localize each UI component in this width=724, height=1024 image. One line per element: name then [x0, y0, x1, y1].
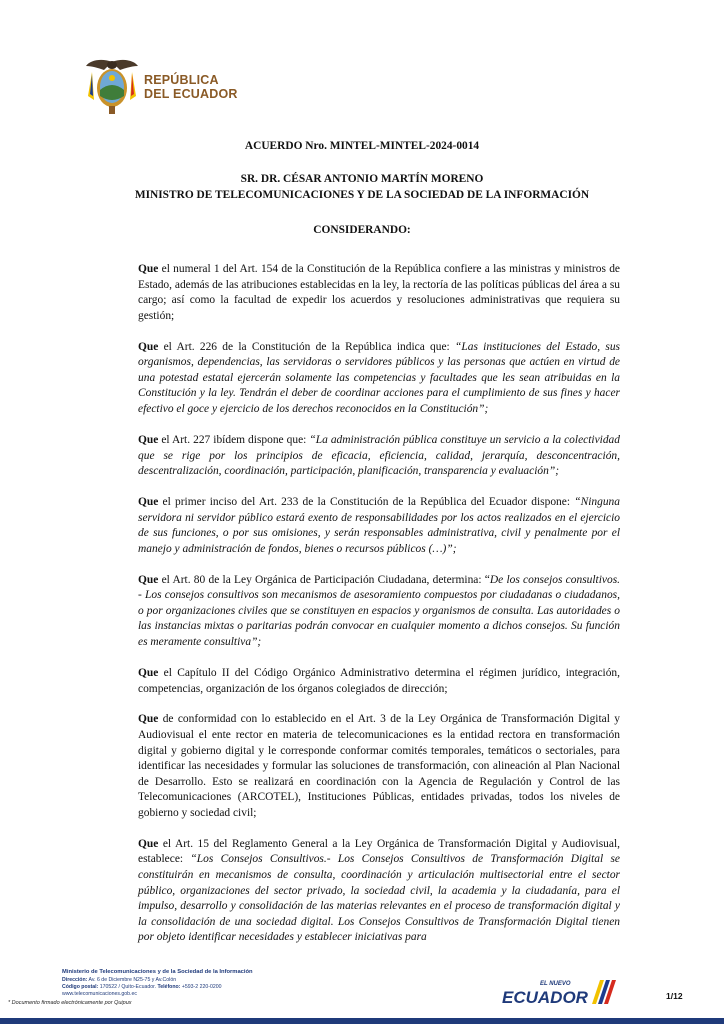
paragraph-lead: Que	[138, 837, 159, 850]
minister-block	[0, 171, 724, 203]
paragraph-lead: Que	[138, 340, 159, 353]
country-title-line1: REPÚBLICA	[144, 73, 219, 87]
country-title	[144, 73, 238, 101]
paragraph	[138, 712, 620, 821]
signature-footnote: * Documento firmado electrónicamente por Quipux	[8, 1000, 132, 1006]
footer-address-label: Dirección:	[62, 977, 88, 983]
footer-postal-label: Código postal:	[62, 984, 99, 990]
paragraph	[138, 573, 620, 651]
footer-contact	[62, 969, 253, 998]
paragraph-quote: De los consejos consultivos. - Los consejos consultivos son mecanismos de asesoramiento compuestos por ciudadanas o ciudadanos, o por organizaciones civiles que se constituyen en espacios y organismos de consulta. Las autoridades o las instancias mixtas o paritarias podrán convocar en cualquier momento a dichos consejos. Su función es meramente consultiva”;	[138, 573, 621, 649]
paragraph	[138, 666, 620, 697]
footer-postal-value: 170522 / Quito-Ecuador.	[98, 984, 156, 990]
coat-of-arms-icon	[84, 56, 140, 118]
footer-org: Ministerio de Telecomunicaciones y de la Sociedad de la Información	[62, 969, 253, 975]
footer-address	[62, 977, 253, 984]
paragraph-lead: Que	[138, 666, 159, 679]
country-title-line2: DEL ECUADOR	[144, 87, 238, 101]
paragraph	[138, 837, 620, 946]
paragraph-text: el Art. 226 de la Constitución de la República indica que:	[158, 340, 455, 353]
paragraph	[138, 262, 620, 324]
paragraph	[138, 433, 620, 480]
paragraph-lead: Que	[138, 573, 159, 586]
paragraph-quote: “La administración pública constituye un servicio a la colectividad que se rige por los principios de eficacia, eficiencia, calidad, jerarquía, desconcentración, descentralización, coordinación, participación, planificación, transparencia y evaluación”;	[138, 433, 620, 478]
document-body	[138, 262, 620, 961]
el-nuevo-ecuador-logo	[500, 976, 620, 1008]
header	[84, 56, 238, 118]
paragraph-quote: “Ninguna servidora ni servidor público estará exento de responsabilidades por los actos realizados en el ejercicio de sus funciones, o por sus omisiones, y serán responsables administrativa, civil y penalmente por el manejo y administración de fondos, bienes o recursos públicos (…)”;	[138, 496, 620, 555]
footer-phone-label: Teléfono:	[157, 984, 181, 990]
paragraph-text: el Capítulo II del Código Orgánico Administrativo determina el régimen jurídico, integración, competencias, organización de los órganos colegiados de dirección;	[138, 666, 620, 695]
section-heading: CONSIDERANDO:	[313, 224, 411, 236]
paragraph-text: el Art. 227 ibídem dispone que:	[158, 433, 310, 446]
footer-address-value: Av. 6 de Diciembre N25-75 y Av.Colón	[87, 977, 177, 983]
minister-title: MINISTRO DE TELECOMUNICACIONES Y DE LA SOCIEDAD DE LA INFORMACIÓN	[134, 189, 590, 201]
paragraph-text: el numeral 1 del Art. 154 de la Constitución de la República confiere a las ministras y ministros de Estado, además de las atribuciones establecidas en la ley, la rectoría de las políticas públicas del área a su cargo; así como la facultad de expedir los acuerdos y resoluciones administrativas que requiera su gestión;	[138, 263, 620, 322]
paragraph-lead: Que	[138, 263, 159, 275]
minister-name: SR. DR. CÉSAR ANTONIO MARTÍN MORENO	[240, 173, 484, 185]
logo-small-text: EL NUEVO	[540, 981, 571, 987]
paragraph-lead: Que	[138, 433, 159, 446]
paragraph-text: de conformidad con lo establecido en el Art. 3 de la Ley Orgánica de Transformación Digital y Audiovisual el ente rector en materia de telecomunicaciones es la entidad rectora en transformación digital y gobierno digital y le corresponde conformar comités temporales, temáticos o sectoriales, para identificar las necesidades y formular las soluciones de transformación, con alineación al Plan Nacional de Desarrollo. Esto se realizará en coordinación con la Agencia de Regulación y Control de las Telecomunicaciones (ARCOTEL), Instituciones Públicas, entidades privadas, todos los niveles de gobierno y sociedad civil;	[138, 713, 620, 819]
logo-main-text: ECUADOR	[502, 988, 588, 1007]
bottom-bar	[0, 1018, 724, 1024]
paragraph-quote: “Las instituciones del Estado, sus organismos, dependencias, las servidoras o servidores públicos y las personas que actúen en virtud de una potestad estatal ejercerán solamente las competencias y facultades que les sean atribuidas en la Constitución y la ley. Tendrán el deber de coordinar acciones para el cumplimiento de sus fines y hacer efectivo el goce y ejercicio de los derechos reconocidos en la Constitución”;	[138, 340, 621, 416]
agreement-number: ACUERDO Nro. MINTEL-MINTEL-2024-0014	[244, 140, 480, 152]
footer-postal	[62, 984, 253, 991]
paragraph	[138, 495, 620, 557]
footer-phone-value: +593-2 220-0200	[180, 984, 222, 990]
paragraph-text: el Art. 80 de la Ley Orgánica de Participación Ciudadana, determina: “	[158, 573, 490, 586]
paragraph-lead: Que	[138, 496, 159, 509]
footer-website[interactable]: www.telecomunicaciones.gob.ec	[62, 991, 137, 997]
page-number: 1/12	[666, 991, 683, 1001]
paragraph-quote: “Los Consejos Consultivos.- Los Consejos Consultivos de Transformación Digital se constituirán en mecanismos de consulta, coordinación y articulación multisectorial entre el sector público, organizaciones del sector privado, la sociedad civil, la academia y la ciudadanía, para el impulso, desarrollo y consolidación de las materias relevantes en el proceso de transformación digital y la consolidación de una sociedad digital. Los Consejos Consultivos de Transformación Digital tienen por objeto identificar necesidades y establecer iniciativas para	[138, 853, 620, 944]
paragraph-text: el primer inciso del Art. 233 de la Constitución de la República del Ecuador dispone:	[158, 496, 575, 509]
paragraph-text: el Art. 15 del Reglamento General a la Ley Orgánica de Transformación Digital y Audiovisual, establece:	[138, 837, 620, 866]
paragraph-lead: Que	[138, 713, 159, 726]
paragraph	[138, 340, 620, 418]
